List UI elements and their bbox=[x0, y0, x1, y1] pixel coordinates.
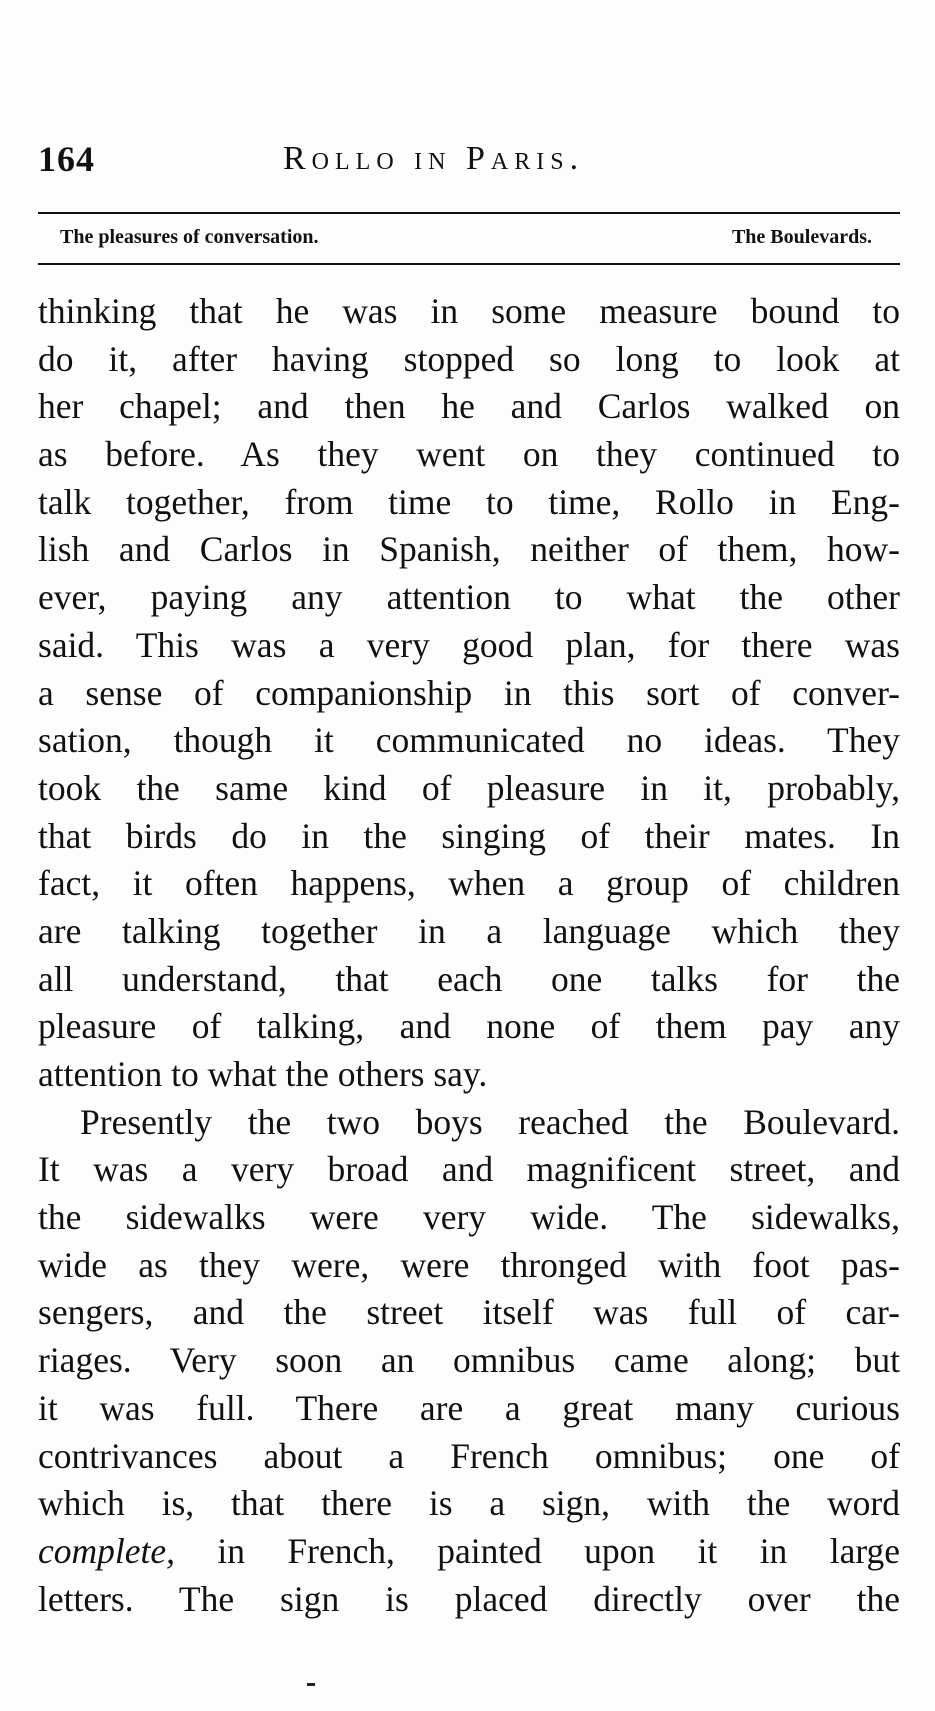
header-rule-bottom bbox=[38, 263, 900, 265]
header-rule-top bbox=[38, 212, 900, 214]
book-title: Rollo in Paris. bbox=[283, 140, 585, 177]
text-line: said. This was a very good plan, for there was bbox=[38, 624, 900, 665]
text-line: that birds do in the singing of their mates. In bbox=[38, 815, 900, 856]
italic-word: complete, bbox=[38, 1530, 176, 1571]
section-subheads bbox=[38, 222, 900, 256]
text-line: riages. Very soon an omnibus came along; but bbox=[38, 1340, 900, 1381]
text-line: pleasure of talking, and none of them pay any bbox=[38, 1006, 900, 1047]
text-line: contrivances about a French omnibus; one of bbox=[38, 1435, 900, 1476]
text-line: which is, that there is a sign, with the word bbox=[38, 1483, 900, 1524]
printer-mark bbox=[307, 1683, 315, 1686]
text-line: It was a very broad and magnificent street, and bbox=[38, 1149, 900, 1190]
text-line-rest: in French, painted upon it in large bbox=[217, 1530, 901, 1571]
text-line: it was full. There are a great many curious bbox=[38, 1387, 900, 1428]
text-line: letters. The sign is placed directly over the bbox=[38, 1578, 900, 1619]
text-line: the sidewalks were very wide. The sidewalks, bbox=[38, 1197, 900, 1238]
text-line: thinking that he was in some measure bound to bbox=[38, 291, 900, 331]
text-line: all understand, that each one talks for the bbox=[38, 958, 900, 999]
text-line: her chapel; and then he and Carlos walked on bbox=[38, 386, 900, 427]
text-line: are talking together in a language which they bbox=[38, 910, 900, 951]
subhead-right: The Boulevards. bbox=[731, 226, 872, 248]
text-line: as before. As they went on they continued to bbox=[38, 434, 900, 475]
text-line: Presently the two boys reached the Boulevard. bbox=[80, 1101, 900, 1142]
running-head bbox=[38, 138, 900, 188]
text-line: sengers, and the street itself was full of car- bbox=[38, 1292, 900, 1333]
text-line: a sense of companionship in this sort of conver- bbox=[38, 672, 900, 713]
text-line: ever, paying any attention to what the other bbox=[38, 577, 900, 618]
text-line: do it, after having stopped so long to look at bbox=[38, 338, 900, 379]
text-line: talk together, from time to time, Rollo in Eng- bbox=[38, 481, 900, 522]
subhead-left: The pleasures of conversation. bbox=[60, 226, 319, 248]
text-line: attention to what the others say. bbox=[38, 1054, 488, 1094]
text-line-with-italic bbox=[38, 1528, 900, 1576]
text-line: wide as they were, were thronged with foot pas- bbox=[38, 1244, 900, 1285]
text-line: took the same kind of pleasure in it, probably, bbox=[38, 767, 900, 808]
page-number: 164 bbox=[38, 139, 95, 179]
text-line: fact, it often happens, when a group of children bbox=[38, 863, 900, 904]
text-line: lish and Carlos in Spanish, neither of them, how- bbox=[38, 529, 900, 570]
text-line: sation, though it communicated no ideas. They bbox=[38, 720, 900, 761]
body-text bbox=[38, 288, 900, 1623]
